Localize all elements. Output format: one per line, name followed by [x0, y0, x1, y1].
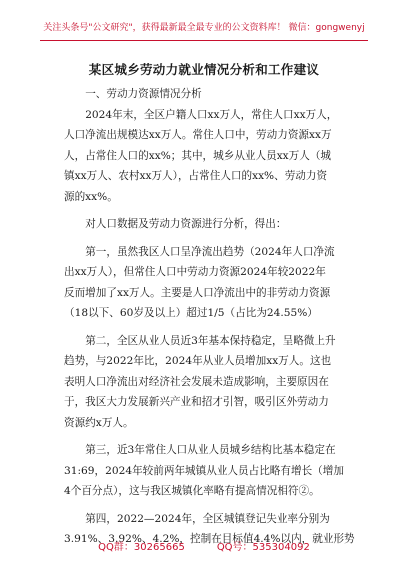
paragraph-line: 3.91%、3.92%、4.2%，控制在目标值4.4%以内，就业形势 [64, 533, 355, 545]
paragraph-line: 第一，虽然我区人口呈净流出趋势（2024年人口净流 [85, 245, 335, 258]
paragraph-line: 31:69，2024年较前两年城镇从业人员占比略有增长（增加 [64, 464, 344, 477]
paragraph-line: 人，占常住人口的xx%；其中，城乡从业人员xx万人（城 [64, 149, 332, 162]
paragraph [64, 331, 350, 434]
contact-footer [0, 538, 408, 553]
paragraph-line: 出xx万人），但常住人口中劳动力资源2024年较2022年 [64, 266, 326, 278]
paragraph-line: 人口净流出规模达xx万人。常住人口中，劳动力资源xx万 [64, 129, 332, 141]
paragraph [64, 214, 350, 235]
paragraph-line: 第二，全区从业人员近3年基本保持稳定，呈略微上升 [85, 334, 336, 347]
paragraph-line: 源的xx%。 [64, 190, 118, 203]
paragraph-line: 镇xx万人、农村xx万人），占常住人口的xx%、劳动力资 [64, 170, 328, 182]
paragraph-line: 反而增加了xx万人。主要是人口净流出中的非劳动力资源 [64, 286, 331, 299]
section-heading-text: 一、劳动力资源情况分析 [85, 88, 202, 100]
paragraph-line: 表明人口净流出对经济社会发展未造成影响，主要原因在 [64, 375, 329, 388]
paragraph-line: 对人口数据及劳动力资源进行分析，得出： [85, 218, 287, 230]
document-title: 某区城乡劳动力就业情况分析和工作建议 [88, 62, 320, 77]
paragraph-line: 第三，近3年常住人口从业人员城乡结构比基本稳定在 [85, 444, 336, 456]
promo-header: 关注头条号"公文研究"，获得最新最全最专业的公文资料库！ 微信：gongwenyj [43, 23, 365, 33]
section-heading [64, 84, 350, 105]
paragraph-line: 4个百分点），这与我区城镇化率略有提高情况相符②。 [64, 485, 320, 497]
document-body [64, 84, 355, 550]
paragraph [64, 105, 350, 208]
qq-group: QQ群：30265665 [98, 542, 185, 553]
paragraph-line: （18以下、60岁及以上）超过1/5（占比为24.55%） [64, 307, 318, 319]
paragraph-line: 2024年末，全区户籍人口xx万人，常住人口xx万人， [85, 108, 338, 121]
paragraph [64, 242, 350, 324]
paragraph [64, 440, 350, 502]
paragraph-line: 于，我区大力发展新兴产业和招才引智，吸引区外劳动力 [64, 396, 329, 408]
header-divider [40, 40, 368, 41]
paragraph-line: 资源约x万人。 [64, 416, 134, 429]
paragraph-line: 趋势，与2022年比，2024年从业人员增加xx万人。这也 [64, 355, 332, 367]
qq-number: QQ号：535304092 [216, 542, 310, 553]
paragraph-line: 第四，2022—2024年，全区城镇登记失业率分别为 [85, 512, 330, 525]
